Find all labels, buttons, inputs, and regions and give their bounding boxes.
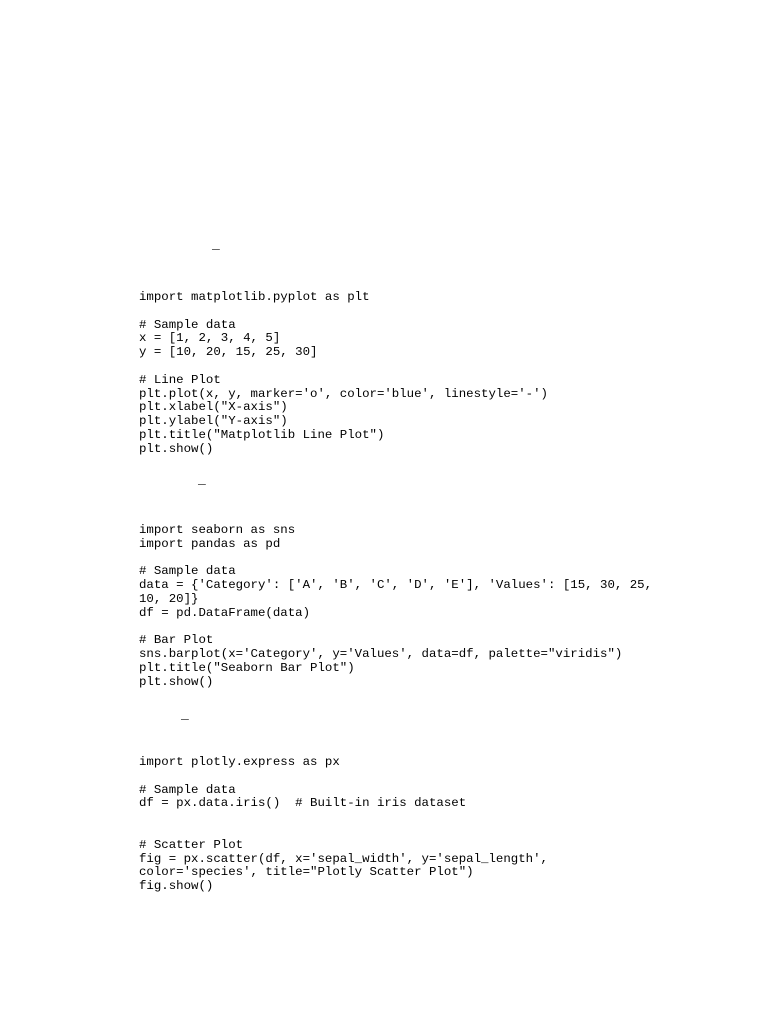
code-line <box>139 552 652 566</box>
code-line: # Line Plot <box>139 372 221 387</box>
section-marker-3: _ <box>181 707 189 722</box>
code-line <box>139 621 652 635</box>
code-line: # Scatter Plot <box>139 837 244 852</box>
code-block-matplotlib <box>139 291 548 457</box>
code-line: # Sample data <box>139 317 236 332</box>
section-marker-1: _ <box>212 237 220 252</box>
code-line: fig = px.scatter(df, x='sepal_width', y='sepal_length', <box>139 851 548 866</box>
code-line: color='species', title="Plotly Scatter Plot") <box>139 865 474 880</box>
code-line: plt.show() <box>139 441 214 456</box>
code-line: import seaborn as sns <box>139 523 296 537</box>
code-block-seaborn <box>139 524 652 690</box>
code-line: # Bar Plot <box>139 633 214 648</box>
code-line: import plotly.express as px <box>139 755 340 769</box>
section-marker-2: _ <box>198 472 206 487</box>
code-line: plt.ylabel("Y-axis") <box>139 414 288 429</box>
code-line <box>139 825 548 839</box>
code-line: # Sample data <box>139 564 236 579</box>
code-line <box>139 770 548 784</box>
code-line: import matplotlib.pyplot as plt <box>139 290 370 304</box>
code-line: x = [1, 2, 3, 4, 5] <box>139 331 281 346</box>
code-line: plt.title("Seaborn Bar Plot") <box>139 660 355 675</box>
code-line: plt.title("Matplotlib Line Plot") <box>139 427 385 442</box>
code-line: plt.xlabel("X-axis") <box>139 400 288 415</box>
code-line: plt.show() <box>139 674 214 689</box>
code-line: y = [10, 20, 15, 25, 30] <box>139 345 318 360</box>
code-line <box>139 811 548 825</box>
code-line: plt.plot(x, y, marker='o', color='blue', linestyle='-') <box>139 386 548 401</box>
code-line: # Sample data <box>139 782 236 797</box>
code-line: import pandas as pd <box>139 536 281 551</box>
code-line: sns.barplot(x='Category', y='Values', data=df, palette="viridis") <box>139 647 623 662</box>
code-line: fig.show() <box>139 879 214 894</box>
code-line <box>139 305 548 319</box>
code-line <box>139 360 548 374</box>
code-line: df = pd.DataFrame(data) <box>139 605 311 620</box>
code-line: df = px.data.iris() # Built-in iris dataset <box>139 796 467 811</box>
code-line: data = {'Category': ['A', 'B', 'C', 'D', 'E'], 'Values': [15, 30, 25, <box>139 578 653 593</box>
code-line: 10, 20]} <box>139 591 199 606</box>
code-block-plotly <box>139 756 548 894</box>
